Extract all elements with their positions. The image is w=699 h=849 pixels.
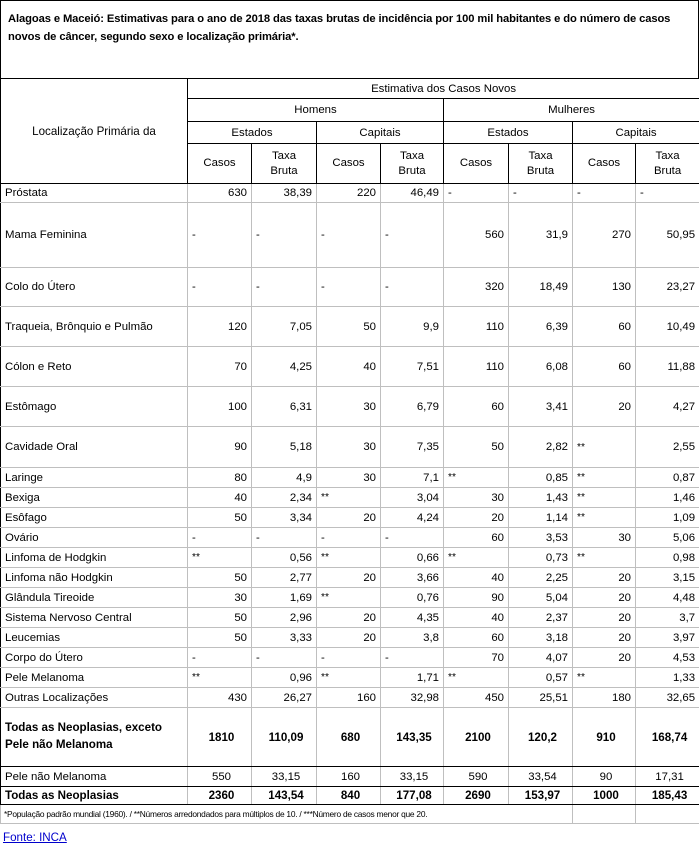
cell-value: 50 xyxy=(444,427,509,468)
table-row xyxy=(1,588,699,608)
cell-not-applicable: - xyxy=(636,184,699,203)
cell-value: 50 xyxy=(188,508,252,528)
table-row xyxy=(1,468,699,488)
cell-marker: ** xyxy=(573,468,636,488)
cell-value: 560 xyxy=(444,203,509,268)
row-label-line-1: Todas as Neoplasias, exceto xyxy=(5,720,183,737)
cell-value: 4,48 xyxy=(636,588,699,608)
cell-value: 1,46 xyxy=(636,488,699,508)
cell-value: 3,33 xyxy=(252,628,317,648)
cell-value: 2360 xyxy=(188,787,252,805)
cell-value: 143,54 xyxy=(252,787,317,805)
taxa-line-2: Bruta xyxy=(640,164,695,178)
cell-value: 33,15 xyxy=(252,767,317,787)
cell-not-applicable: - xyxy=(444,184,509,203)
cell-value: 2,82 xyxy=(509,427,573,468)
cell-value: 1,71 xyxy=(381,668,444,688)
cell-value: 0,87 xyxy=(636,468,699,488)
cell-value: 33,15 xyxy=(381,767,444,787)
cell-not-applicable: - xyxy=(252,268,317,307)
cell-value: 0,98 xyxy=(636,548,699,568)
cell-value: 90 xyxy=(188,427,252,468)
cell-value: 160 xyxy=(317,767,381,787)
cell-value: 20 xyxy=(573,608,636,628)
cell-value: 430 xyxy=(188,688,252,708)
cell-value: 2100 xyxy=(444,708,509,767)
cell-value: 20 xyxy=(317,508,381,528)
table-row xyxy=(1,548,699,568)
cell-value: 50 xyxy=(188,628,252,648)
cell-value: 90 xyxy=(444,588,509,608)
cell-value: 590 xyxy=(444,767,509,787)
cell-value: 11,88 xyxy=(636,347,699,387)
cell-value: 1,43 xyxy=(509,488,573,508)
cell-value: 25,51 xyxy=(509,688,573,708)
cell-value: 3,8 xyxy=(381,628,444,648)
cell-value: 3,66 xyxy=(381,568,444,588)
page-title: Alagoas e Maceió: Estimativas para o ano de 2018 das taxas brutas de incidência por 100 mil habitantes e do número de casos novos de câncer, segundo sexo e localização primária*. xyxy=(8,10,689,46)
row-label: Linfoma não Hodgkin xyxy=(1,568,188,588)
cell-value: 270 xyxy=(573,203,636,268)
cell-value: 20 xyxy=(444,508,509,528)
row-label: Próstata xyxy=(1,184,188,203)
cell-value: 0,56 xyxy=(252,548,317,568)
cell-value: 20 xyxy=(573,628,636,648)
cell-marker: ** xyxy=(444,548,509,568)
cell-not-applicable: - xyxy=(188,648,252,668)
taxa-line-1: Taxa xyxy=(256,149,312,163)
cell-value: 31,9 xyxy=(509,203,573,268)
cell-not-applicable: - xyxy=(381,648,444,668)
cell-value: 680 xyxy=(317,708,381,767)
cell-value: 46,49 xyxy=(381,184,444,203)
table-row xyxy=(1,628,699,648)
cell-not-applicable: - xyxy=(381,268,444,307)
cell-value: 0,66 xyxy=(381,548,444,568)
cell-value: 1,69 xyxy=(252,588,317,608)
row-label xyxy=(1,708,188,767)
table-head xyxy=(1,79,699,184)
cell-value: 220 xyxy=(317,184,381,203)
cell-value: 110,09 xyxy=(252,708,317,767)
cell-value: 9,9 xyxy=(381,307,444,347)
source-line xyxy=(0,824,699,849)
cell-marker: ** xyxy=(317,548,381,568)
cell-marker: ** xyxy=(444,668,509,688)
cell-value: 1810 xyxy=(188,708,252,767)
cell-not-applicable: - xyxy=(573,184,636,203)
cell-value: 0,73 xyxy=(509,548,573,568)
cell-value: 1,33 xyxy=(636,668,699,688)
cell-value: 168,74 xyxy=(636,708,699,767)
cell-value: 32,98 xyxy=(381,688,444,708)
table-row xyxy=(1,608,699,628)
row-label: Pele Melanoma xyxy=(1,668,188,688)
cell-value: 7,35 xyxy=(381,427,444,468)
cell-marker: ** xyxy=(573,488,636,508)
row-label: Mama Feminina xyxy=(1,203,188,268)
cell-not-applicable: - xyxy=(381,528,444,548)
cell-value: 120,2 xyxy=(509,708,573,767)
cell-value: 18,49 xyxy=(509,268,573,307)
cell-value: 3,53 xyxy=(509,528,573,548)
cell-value: 4,07 xyxy=(509,648,573,668)
header-row-top xyxy=(1,79,699,99)
source-link-inca[interactable]: Fonte: INCA xyxy=(3,831,67,844)
cell-value: 0,85 xyxy=(509,468,573,488)
table-row xyxy=(1,268,699,307)
cell-value: 4,25 xyxy=(252,347,317,387)
cell-not-applicable: - xyxy=(317,528,381,548)
cell-value: 20 xyxy=(573,648,636,668)
cell-not-applicable: - xyxy=(317,648,381,668)
row-label: Sistema Nervoso Central xyxy=(1,608,188,628)
taxa-line-1: Taxa xyxy=(385,149,439,163)
cell-marker: ** xyxy=(573,548,636,568)
cell-marker: ** xyxy=(188,548,252,568)
cell-value: 630 xyxy=(188,184,252,203)
cell-value: 130 xyxy=(573,268,636,307)
total-row-nonmelanoma-skin xyxy=(1,767,699,787)
cell-value: 70 xyxy=(444,648,509,668)
cell-value: 4,24 xyxy=(381,508,444,528)
cell-value: 20 xyxy=(573,387,636,427)
cell-value: 2,55 xyxy=(636,427,699,468)
cell-marker: ** xyxy=(444,468,509,488)
row-label: Leucemias xyxy=(1,628,188,648)
cell-not-applicable: - xyxy=(252,528,317,548)
cell-marker: ** xyxy=(573,668,636,688)
table-title xyxy=(0,0,699,78)
cell-value: 2690 xyxy=(444,787,509,805)
cell-value: 550 xyxy=(188,767,252,787)
cell-not-applicable: - xyxy=(188,528,252,548)
cell-value: 5,18 xyxy=(252,427,317,468)
cell-value: 30 xyxy=(317,387,381,427)
cell-value: 3,7 xyxy=(636,608,699,628)
cell-value: 100 xyxy=(188,387,252,427)
row-label: Esôfago xyxy=(1,508,188,528)
row-label: Linfoma de Hodgkin xyxy=(1,548,188,568)
cell-value: 2,34 xyxy=(252,488,317,508)
footnote-text: *População padrão mundial (1960). / **Números arredondados para múltiplos de 10. / ***Número de casos menor que 20. xyxy=(1,805,573,824)
header-homens-estados: Estados xyxy=(188,122,317,144)
cell-value: 2,77 xyxy=(252,568,317,588)
taxa-line-2: Bruta xyxy=(385,164,439,178)
row-label: Cavidade Oral xyxy=(1,427,188,468)
table-row xyxy=(1,387,699,427)
cell-value: 4,53 xyxy=(636,648,699,668)
cell-value: 3,04 xyxy=(381,488,444,508)
table-row xyxy=(1,347,699,387)
cell-value: 50 xyxy=(317,307,381,347)
cell-value: 17,31 xyxy=(636,767,699,787)
cell-value: 32,65 xyxy=(636,688,699,708)
cell-value: 60 xyxy=(444,628,509,648)
cell-not-applicable: - xyxy=(252,648,317,668)
table-row xyxy=(1,688,699,708)
row-label-line-2: Pele não Melanoma xyxy=(5,737,183,754)
table-row xyxy=(1,508,699,528)
cell-value: 0,96 xyxy=(252,668,317,688)
total-row-all-neoplasms xyxy=(1,787,699,805)
cell-not-applicable: - xyxy=(252,203,317,268)
table-row xyxy=(1,184,699,203)
cell-not-applicable: - xyxy=(188,268,252,307)
cell-value: 23,27 xyxy=(636,268,699,307)
header-mc-taxa-bruta xyxy=(636,144,699,184)
row-label: Cólon e Reto xyxy=(1,347,188,387)
header-me-casos: Casos xyxy=(444,144,509,184)
cell-value: 30 xyxy=(317,427,381,468)
cell-value: 177,08 xyxy=(381,787,444,805)
cell-value: 2,25 xyxy=(509,568,573,588)
cell-value: 40 xyxy=(444,568,509,588)
cell-value: 5,06 xyxy=(636,528,699,548)
table-row xyxy=(1,668,699,688)
header-localizacao-primaria: Localização Primária da xyxy=(1,79,188,184)
cell-value: 20 xyxy=(317,628,381,648)
cell-value: 40 xyxy=(444,608,509,628)
row-label: Outras Localizações xyxy=(1,688,188,708)
cell-value: 3,18 xyxy=(509,628,573,648)
cell-value: 26,27 xyxy=(252,688,317,708)
cell-value: 5,04 xyxy=(509,588,573,608)
cell-marker: ** xyxy=(317,668,381,688)
cell-value: 4,35 xyxy=(381,608,444,628)
taxa-line-2: Bruta xyxy=(256,164,312,178)
cell-value: 320 xyxy=(444,268,509,307)
cell-value: 1,14 xyxy=(509,508,573,528)
header-homens: Homens xyxy=(188,99,444,122)
cell-value: 910 xyxy=(573,708,636,767)
cell-value: 450 xyxy=(444,688,509,708)
row-label: Ovário xyxy=(1,528,188,548)
table-row xyxy=(1,648,699,668)
cell-value: 3,41 xyxy=(509,387,573,427)
header-mulheres-estados: Estados xyxy=(444,122,573,144)
row-label: Laringe xyxy=(1,468,188,488)
cell-value: 90 xyxy=(573,767,636,787)
cell-value: 4,27 xyxy=(636,387,699,427)
cell-not-applicable: - xyxy=(317,268,381,307)
cell-value: 50 xyxy=(188,568,252,588)
table-row xyxy=(1,568,699,588)
header-mulheres: Mulheres xyxy=(444,99,699,122)
header-me-taxa-bruta xyxy=(509,144,573,184)
row-label: Pele não Melanoma xyxy=(1,767,188,787)
table-body xyxy=(1,184,699,824)
cell-value: 6,31 xyxy=(252,387,317,427)
table-row xyxy=(1,528,699,548)
cell-value: 20 xyxy=(573,588,636,608)
cell-marker: ** xyxy=(317,488,381,508)
row-label: Todas as Neoplasias xyxy=(1,787,188,805)
cell-value: 7,05 xyxy=(252,307,317,347)
cell-marker: ** xyxy=(188,668,252,688)
cell-value: 160 xyxy=(317,688,381,708)
table-row xyxy=(1,427,699,468)
cell-value: 110 xyxy=(444,307,509,347)
cell-value: 38,39 xyxy=(252,184,317,203)
header-he-casos: Casos xyxy=(188,144,252,184)
cell-value: 50,95 xyxy=(636,203,699,268)
table-row xyxy=(1,307,699,347)
row-label: Estômago xyxy=(1,387,188,427)
cell-value: 40 xyxy=(317,347,381,387)
taxa-line-1: Taxa xyxy=(640,149,695,163)
cell-value: 30 xyxy=(317,468,381,488)
cell-value: 120 xyxy=(188,307,252,347)
header-hc-casos: Casos xyxy=(317,144,381,184)
cell-not-applicable: - xyxy=(317,203,381,268)
cell-value: 7,51 xyxy=(381,347,444,387)
cell-value: 20 xyxy=(317,568,381,588)
estimates-table xyxy=(0,78,699,824)
footnote-filler-cell xyxy=(573,805,636,824)
cell-value: 180 xyxy=(573,688,636,708)
row-label: Colo do Útero xyxy=(1,268,188,307)
cell-value: 6,39 xyxy=(509,307,573,347)
cell-value: 3,15 xyxy=(636,568,699,588)
cell-value: 0,57 xyxy=(509,668,573,688)
taxa-line-1: Taxa xyxy=(513,149,568,163)
row-label: Bexiga xyxy=(1,488,188,508)
cell-value: 1000 xyxy=(573,787,636,805)
cell-value: 33,54 xyxy=(509,767,573,787)
cell-value: 20 xyxy=(573,568,636,588)
table-row xyxy=(1,203,699,268)
table-row xyxy=(1,488,699,508)
cell-value: 30 xyxy=(188,588,252,608)
cell-marker: ** xyxy=(573,508,636,528)
cell-value: 6,08 xyxy=(509,347,573,387)
total-row-all-except-nonmelanoma xyxy=(1,708,699,767)
cell-value: 70 xyxy=(188,347,252,387)
cell-value: 10,49 xyxy=(636,307,699,347)
row-label: Corpo do Útero xyxy=(1,648,188,668)
cell-value: 3,34 xyxy=(252,508,317,528)
footnote-filler-cell xyxy=(636,805,699,824)
cell-marker: ** xyxy=(317,588,381,608)
cell-value: 840 xyxy=(317,787,381,805)
cell-not-applicable: - xyxy=(509,184,573,203)
cell-value: 30 xyxy=(573,528,636,548)
header-estimativa-casos-novos: Estimativa dos Casos Novos xyxy=(188,79,699,99)
cell-value: 4,9 xyxy=(252,468,317,488)
header-hc-taxa-bruta xyxy=(381,144,444,184)
cell-value: 60 xyxy=(573,307,636,347)
cell-value: 6,79 xyxy=(381,387,444,427)
row-label: Glândula Tireoide xyxy=(1,588,188,608)
cell-value: 80 xyxy=(188,468,252,488)
cell-value: 20 xyxy=(317,608,381,628)
cell-value: 40 xyxy=(188,488,252,508)
cell-value: 60 xyxy=(573,347,636,387)
cell-value: 185,43 xyxy=(636,787,699,805)
cell-value: 2,37 xyxy=(509,608,573,628)
header-mc-casos: Casos xyxy=(573,144,636,184)
cell-value: 2,96 xyxy=(252,608,317,628)
cell-value: 1,09 xyxy=(636,508,699,528)
cell-value: 3,97 xyxy=(636,628,699,648)
cell-value: 30 xyxy=(444,488,509,508)
cell-value: 60 xyxy=(444,528,509,548)
cell-value: 50 xyxy=(188,608,252,628)
cell-not-applicable: - xyxy=(381,203,444,268)
taxa-line-2: Bruta xyxy=(513,164,568,178)
footnote-row xyxy=(1,805,699,824)
cell-value: 110 xyxy=(444,347,509,387)
cell-value: 60 xyxy=(444,387,509,427)
row-label: Traqueia, Brônquio e Pulmão xyxy=(1,307,188,347)
cell-value: 0,76 xyxy=(381,588,444,608)
cell-marker: ** xyxy=(573,427,636,468)
header-homens-capitais: Capitais xyxy=(317,122,444,144)
cell-value: 143,35 xyxy=(381,708,444,767)
header-he-taxa-bruta xyxy=(252,144,317,184)
cell-value: 153,97 xyxy=(509,787,573,805)
header-mulheres-capitais: Capitais xyxy=(573,122,699,144)
cell-value: 7,1 xyxy=(381,468,444,488)
cell-not-applicable: - xyxy=(188,203,252,268)
